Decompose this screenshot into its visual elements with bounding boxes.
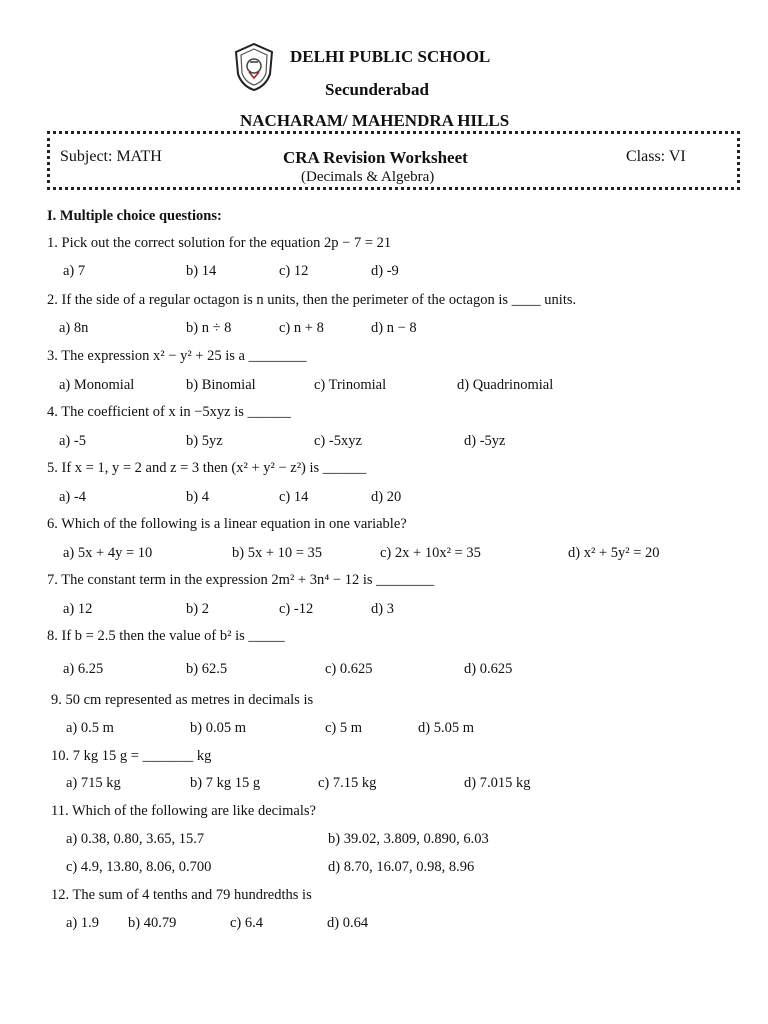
q12-option-c: c) 6.4 xyxy=(230,915,264,931)
q9-option-d: d) 5.05 m xyxy=(418,720,474,736)
question-12: 12. The sum of 4 tenths and 79 hundredths is xyxy=(51,887,312,903)
subject-label: Subject: MATH xyxy=(60,148,162,165)
q1-option-b: b) 14 xyxy=(186,263,217,279)
q1-option-a: a) 7 xyxy=(63,263,86,279)
section-heading: I. Multiple choice questions: xyxy=(47,208,222,224)
question-2: 2. If the side of a regular octagon is n units, then the perimeter of the octagon is ____ units. xyxy=(47,292,577,308)
question-10: 10. 7 kg 15 g = _______ kg xyxy=(51,748,212,764)
q10-option-c: c) 7.15 kg xyxy=(318,775,377,791)
q4-option-a: a) -5 xyxy=(59,433,86,449)
q12-option-b: b) 40.79 xyxy=(128,915,177,931)
q7-option-b: b) 2 xyxy=(186,601,209,617)
question-7: 7. The constant term in the expression 2m² + 3n⁴ − 12 is ________ xyxy=(47,572,435,588)
q5-option-d: d) 20 xyxy=(371,489,402,505)
q8-option-a: a) 6.25 xyxy=(63,661,104,677)
q9-option-c: c) 5 m xyxy=(325,720,363,736)
school-logo xyxy=(232,42,276,92)
question-9: 9. 50 cm represented as metres in decimals is xyxy=(51,692,314,708)
q2-option-b: b) n ÷ 8 xyxy=(186,320,232,336)
q4-option-c: c) -5xyz xyxy=(314,433,362,449)
q3-option-c: c) Trinomial xyxy=(314,377,387,393)
question-4: 4. The coefficient of x in −5xyz is ______ xyxy=(47,404,292,420)
question-6: 6. Which of the following is a linear equation in one variable? xyxy=(47,516,407,532)
school-branch: NACHARAM/ MAHENDRA HILLS xyxy=(240,111,510,130)
q11-option-a: a) 0.38, 0.80, 3.65, 15.7 xyxy=(66,831,205,847)
q3-option-d: d) Quadrinomial xyxy=(457,377,554,393)
q9-option-b: b) 0.05 m xyxy=(190,720,246,736)
q10-option-d: d) 7.015 kg xyxy=(464,775,531,791)
q12-option-a: a) 1.9 xyxy=(66,915,100,931)
q10-option-b: b) 7 kg 15 g xyxy=(190,775,261,791)
q3-option-a: a) Monomial xyxy=(59,377,135,393)
q4-option-b: b) 5yz xyxy=(186,433,223,449)
q11-option-d: d) 8.70, 16.07, 0.98, 8.96 xyxy=(328,859,475,875)
question-11: 11. Which of the following are like decimals? xyxy=(51,803,316,819)
q5-option-c: c) 14 xyxy=(279,489,309,505)
q8-option-d: d) 0.625 xyxy=(464,661,513,677)
q8-option-b: b) 62.5 xyxy=(186,661,228,677)
q7-option-c: c) -12 xyxy=(279,601,314,617)
q6-option-a: a) 5x + 4y = 10 xyxy=(63,545,153,561)
q7-option-d: d) 3 xyxy=(371,601,394,617)
class-label: Class: VI xyxy=(626,148,686,165)
question-3: 3. The expression x² − y² + 25 is a ________ xyxy=(47,348,307,364)
school-city: Secunderabad xyxy=(325,80,429,99)
q3-option-b: b) Binomial xyxy=(186,377,256,393)
question-1: 1. Pick out the correct solution for the equation 2p − 7 = 21 xyxy=(47,235,392,251)
question-8: 8. If b = 2.5 then the value of b² is _____ xyxy=(47,628,285,644)
q1-option-c: c) 12 xyxy=(279,263,309,279)
q12-option-d: d) 0.64 xyxy=(327,915,369,931)
q6-option-c: c) 2x + 10x² = 35 xyxy=(380,545,481,561)
q11-option-c: c) 4.9, 13.80, 8.06, 0.700 xyxy=(66,859,212,875)
q4-option-d: d) -5yz xyxy=(464,433,506,449)
q11-option-b: b) 39.02, 3.809, 0.890, 6.03 xyxy=(328,831,489,847)
question-5: 5. If x = 1, y = 2 and z = 3 then (x² + y² − z²) is ______ xyxy=(47,460,367,476)
worksheet-topic: (Decimals & Algebra) xyxy=(301,169,435,185)
q2-option-d: d) n − 8 xyxy=(371,320,417,336)
q9-option-a: a) 0.5 m xyxy=(66,720,114,736)
q2-option-a: a) 8n xyxy=(59,320,89,336)
q5-option-b: b) 4 xyxy=(186,489,209,505)
q10-option-a: a) 715 kg xyxy=(66,775,121,791)
q5-option-a: a) -4 xyxy=(59,489,86,505)
q2-option-c: c) n + 8 xyxy=(279,320,324,336)
q7-option-a: a) 12 xyxy=(63,601,93,617)
q6-option-d: d) x² + 5y² = 20 xyxy=(568,545,660,561)
q1-option-d: d) -9 xyxy=(371,263,399,279)
q6-option-b: b) 5x + 10 = 35 xyxy=(232,545,323,561)
q8-option-c: c) 0.625 xyxy=(325,661,373,677)
school-name: DELHI PUBLIC SCHOOL xyxy=(290,47,491,66)
worksheet-title: CRA Revision Worksheet xyxy=(283,148,468,167)
